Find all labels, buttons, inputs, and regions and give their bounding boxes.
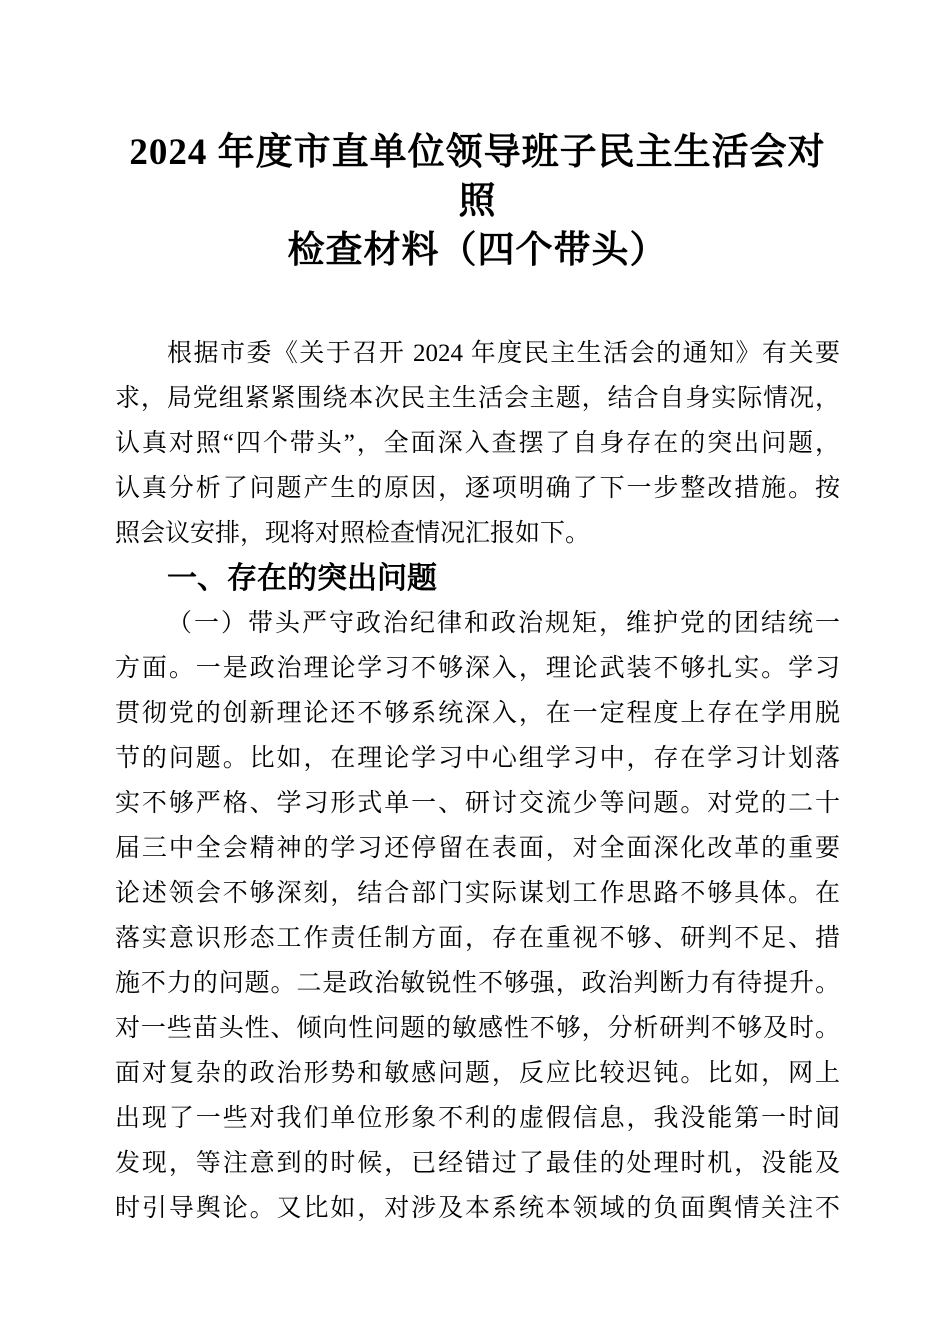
intro-line-5: 照会议安排，现将对照检查情况汇报如下。 bbox=[115, 520, 591, 547]
section-1-para-1-line-2: 方面。一是政治理论学习不够深入，理论武装不够扎实。学习 bbox=[115, 655, 840, 682]
section-1-para-1-line-3: 贯彻党的创新理论还不够系统深入，在一定程度上存在学用脱 bbox=[115, 700, 840, 727]
section-1-para-1-line-11: 面对复杂的政治形势和敏感问题，反应比较迟钝。比如，网上 bbox=[115, 1060, 840, 1087]
section-1-para-1-line-4: 节的问题。比如，在理论学习中心组学习中，存在学习计划落 bbox=[115, 745, 840, 772]
section-1-heading: 一、存在的突出问题 bbox=[167, 562, 437, 595]
section-1-para-1-line-13: 发现，等注意到的时候，已经错过了最佳的处理时机，没能及 bbox=[115, 1150, 840, 1177]
section-1-para-1-line-10: 对一些苗头性、倾向性问题的敏感性不够，分析研判不够及时。 bbox=[115, 1015, 840, 1042]
section-1-para-1-line-12: 出现了一些对我们单位形象不利的虚假信息，我没能第一时间 bbox=[115, 1105, 840, 1132]
section-1-para-1-line-8: 落实意识形态工作责任制方面，存在重视不够、研判不足、措 bbox=[115, 925, 840, 952]
section-1-para-1-line-6: 届三中全会精神的学习还停留在表面，对全面深化改革的重要 bbox=[115, 835, 840, 862]
section-1-para-1-line-9: 施不力的问题。二是政治敏锐性不够强，政治判断力有待提升。 bbox=[115, 970, 840, 997]
intro-line-2: 求，局党组紧紧围绕本次民主生活会主题，结合自身实际情况， bbox=[115, 385, 840, 412]
section-1-para-1-line-7: 论述领会不够深刻，结合部门实际谋划工作思路不够具体。在 bbox=[115, 880, 840, 907]
document-title-line-2: 检查材料（四个带头） bbox=[287, 230, 668, 271]
intro-line-4: 认真分析了问题产生的原因，逐项明确了下一步整改措施。按 bbox=[115, 475, 840, 502]
intro-line-3: 认真对照“四个带头”，全面深入查摆了自身存在的突出问题， bbox=[115, 430, 840, 457]
document-title bbox=[115, 128, 840, 275]
document-body bbox=[115, 331, 840, 1231]
document-title-line-1: 2024 年度市直单位领导班子民主生活会对照 bbox=[129, 132, 826, 222]
section-1-para-1-line-1: （一）带头严守政治纪律和政治规矩，维护党的团结统一 bbox=[167, 610, 840, 637]
section-1-para-1-line-14: 时引导舆论。又比如，对涉及本系统本领域的负面舆情关注不 bbox=[115, 1195, 840, 1222]
intro-line-1: 根据市委《关于召开 2024 年度民主生活会的通知》有关要 bbox=[167, 340, 840, 367]
section-1-para-1-line-5: 实不够严格、学习形式单一、研讨交流少等问题。对党的二十 bbox=[115, 790, 840, 817]
